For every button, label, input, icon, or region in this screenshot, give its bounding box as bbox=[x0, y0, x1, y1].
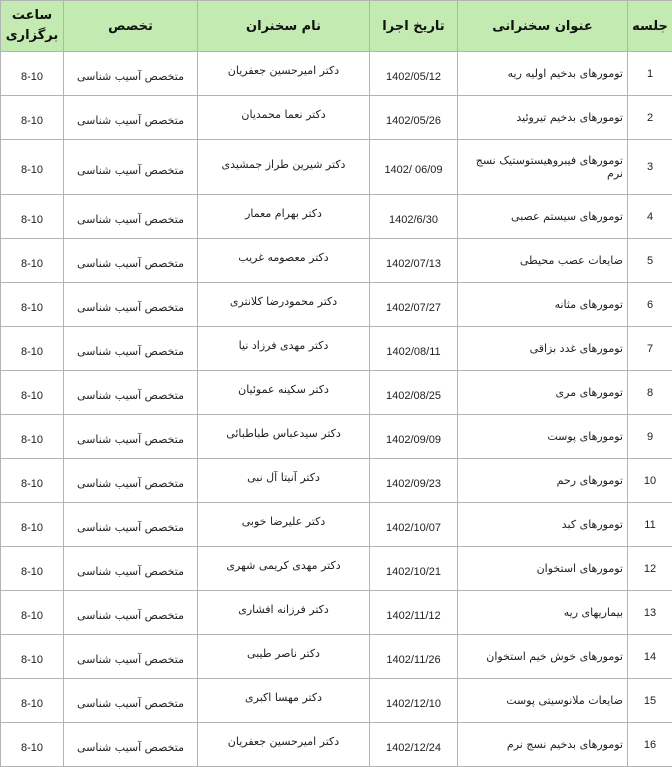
speaker-specialty: متخصص آسیب شناسی bbox=[64, 415, 198, 459]
lecture-hour: 8-10 bbox=[1, 547, 64, 591]
session-number: 9 bbox=[628, 415, 672, 459]
speaker-name: دکتر سیدعباس طباطبائی bbox=[198, 415, 370, 459]
lecture-title: ضایعات ملانوسیتی پوست bbox=[458, 679, 628, 723]
speaker-name: دکتر امیرحسین جعفریان bbox=[198, 723, 370, 767]
lecture-hour: 8-10 bbox=[1, 195, 64, 239]
speaker-name: دکتر ناصر طیبی bbox=[198, 635, 370, 679]
speaker-name: دکتر محمودرضا کلانتری bbox=[198, 283, 370, 327]
session-number: 5 bbox=[628, 239, 672, 283]
table-row bbox=[1, 635, 672, 679]
session-number: 14 bbox=[628, 635, 672, 679]
table-row bbox=[1, 96, 672, 140]
lecture-title: تومورهای بدخیم اولیه ریه bbox=[458, 52, 628, 96]
header-date: تاریخ اجرا bbox=[370, 1, 458, 52]
table-row bbox=[1, 52, 672, 96]
lecture-hour: 8-10 bbox=[1, 283, 64, 327]
speaker-specialty: متخصص آسیب شناسی bbox=[64, 239, 198, 283]
session-number: 6 bbox=[628, 283, 672, 327]
speaker-name: دکتر مهسا اکبری bbox=[198, 679, 370, 723]
header-speaker: نام سخنران bbox=[198, 1, 370, 52]
lecture-date: 1402/09/09 bbox=[370, 415, 458, 459]
session-number: 13 bbox=[628, 591, 672, 635]
session-number: 11 bbox=[628, 503, 672, 547]
lecture-title: تومورهای مری bbox=[458, 371, 628, 415]
lecture-title: تومورهای استخوان bbox=[458, 547, 628, 591]
lecture-title: تومورهای مثانه bbox=[458, 283, 628, 327]
speaker-specialty: متخصص آسیب شناسی bbox=[64, 195, 198, 239]
lecture-date: 1402/07/27 bbox=[370, 283, 458, 327]
lecture-date: 1402/07/13 bbox=[370, 239, 458, 283]
lecture-hour: 8-10 bbox=[1, 52, 64, 96]
speaker-name: دکتر معصومه غریب bbox=[198, 239, 370, 283]
lecture-hour: 8-10 bbox=[1, 723, 64, 767]
lecture-date: 1402/ 06/09 bbox=[370, 140, 458, 195]
speaker-specialty: متخصص آسیب شناسی bbox=[64, 327, 198, 371]
table-row bbox=[1, 239, 672, 283]
table-row bbox=[1, 283, 672, 327]
lecture-title: ضایعات عصب محیطی bbox=[458, 239, 628, 283]
lecture-hour: 8-10 bbox=[1, 459, 64, 503]
table-row bbox=[1, 591, 672, 635]
lecture-date: 1402/05/26 bbox=[370, 96, 458, 140]
lecture-date: 1402/6/30 bbox=[370, 195, 458, 239]
lecture-date: 1402/08/11 bbox=[370, 327, 458, 371]
lecture-hour: 8-10 bbox=[1, 327, 64, 371]
session-number: 7 bbox=[628, 327, 672, 371]
lecture-title: تومورهای کبد bbox=[458, 503, 628, 547]
lecture-hour: 8-10 bbox=[1, 140, 64, 195]
header-title: عنوان سخنرانی bbox=[458, 1, 628, 52]
table-row bbox=[1, 723, 672, 767]
speaker-name: دکتر مهدی فرزاد نیا bbox=[198, 327, 370, 371]
session-number: 10 bbox=[628, 459, 672, 503]
table-row bbox=[1, 679, 672, 723]
table-row bbox=[1, 459, 672, 503]
lecture-hour: 8-10 bbox=[1, 415, 64, 459]
speaker-name: دکتر نعما محمدیان bbox=[198, 96, 370, 140]
session-number: 15 bbox=[628, 679, 672, 723]
lecture-hour: 8-10 bbox=[1, 679, 64, 723]
lecture-date: 1402/08/25 bbox=[370, 371, 458, 415]
lecture-title: تومورهای خوش خیم استخوان bbox=[458, 635, 628, 679]
speaker-name: دکتر فرزانه افشاری bbox=[198, 591, 370, 635]
speaker-specialty: متخصص آسیب شناسی bbox=[64, 371, 198, 415]
table-row bbox=[1, 371, 672, 415]
lecture-date: 1402/12/10 bbox=[370, 679, 458, 723]
session-number: 3 bbox=[628, 140, 672, 195]
lecture-date: 1402/05/12 bbox=[370, 52, 458, 96]
speaker-name: دکتر بهرام معمار bbox=[198, 195, 370, 239]
lecture-hour: 8-10 bbox=[1, 503, 64, 547]
table-row bbox=[1, 415, 672, 459]
session-number: 2 bbox=[628, 96, 672, 140]
lecture-date: 1402/11/12 bbox=[370, 591, 458, 635]
lecture-date: 1402/10/21 bbox=[370, 547, 458, 591]
lecture-date: 1402/12/24 bbox=[370, 723, 458, 767]
lecture-title: تومورهای غدد بزاقی bbox=[458, 327, 628, 371]
table-row bbox=[1, 327, 672, 371]
table-row bbox=[1, 140, 672, 195]
lecture-title: بیماریهای ریه bbox=[458, 591, 628, 635]
speaker-specialty: متخصص آسیب شناسی bbox=[64, 503, 198, 547]
speaker-specialty: متخصص آسیب شناسی bbox=[64, 96, 198, 140]
session-number: 12 bbox=[628, 547, 672, 591]
speaker-specialty: متخصص آسیب شناسی bbox=[64, 283, 198, 327]
speaker-specialty: متخصص آسیب شناسی bbox=[64, 723, 198, 767]
speaker-specialty: متخصص آسیب شناسی bbox=[64, 459, 198, 503]
session-number: 4 bbox=[628, 195, 672, 239]
table-row bbox=[1, 503, 672, 547]
lecture-title: تومورهای پوست bbox=[458, 415, 628, 459]
session-number: 16 bbox=[628, 723, 672, 767]
session-number: 1 bbox=[628, 52, 672, 96]
speaker-name: دکتر شیرین طراز جمشیدی bbox=[198, 140, 370, 195]
table-row bbox=[1, 547, 672, 591]
lecture-hour: 8-10 bbox=[1, 371, 64, 415]
speaker-specialty: متخصص آسیب شناسی bbox=[64, 547, 198, 591]
session-number: 8 bbox=[628, 371, 672, 415]
speaker-specialty: متخصص آسیب شناسی bbox=[64, 679, 198, 723]
lecture-date: 1402/10/07 bbox=[370, 503, 458, 547]
speaker-name: دکتر سکینه عموئیان bbox=[198, 371, 370, 415]
speaker-name: دکتر آنیتا آل نبی bbox=[198, 459, 370, 503]
lecture-date: 1402/09/23 bbox=[370, 459, 458, 503]
speaker-name: دکتر مهدی کریمی شهری bbox=[198, 547, 370, 591]
lecture-title: تومورهای سیستم عصبی bbox=[458, 195, 628, 239]
lecture-title: تومورهای فیبروهیستوستیک نسج نرم bbox=[458, 140, 628, 195]
lecture-date: 1402/11/26 bbox=[370, 635, 458, 679]
speaker-specialty: متخصص آسیب شناسی bbox=[64, 591, 198, 635]
lecture-hour: 8-10 bbox=[1, 239, 64, 283]
header-hour: ساعت برگزاری bbox=[1, 1, 64, 52]
lecture-hour: 8-10 bbox=[1, 635, 64, 679]
speaker-specialty: متخصص آسیب شناسی bbox=[64, 52, 198, 96]
header-specialty: تخصص bbox=[64, 1, 198, 52]
lecture-title: تومورهای بدخیم تیروئید bbox=[458, 96, 628, 140]
table-header-row bbox=[1, 1, 672, 52]
lecture-title: تومورهای رحم bbox=[458, 459, 628, 503]
header-session: جلسه bbox=[628, 1, 672, 52]
speaker-name: دکتر علیرضا خوبی bbox=[198, 503, 370, 547]
speaker-name: دکتر امیرحسین جعفریان bbox=[198, 52, 370, 96]
speaker-specialty: متخصص آسیب شناسی bbox=[64, 140, 198, 195]
table-row bbox=[1, 195, 672, 239]
speaker-specialty: متخصص آسیب شناسی bbox=[64, 635, 198, 679]
lecture-title: تومورهای بدخیم نسج نرم bbox=[458, 723, 628, 767]
lecture-hour: 8-10 bbox=[1, 96, 64, 140]
lecture-hour: 8-10 bbox=[1, 591, 64, 635]
